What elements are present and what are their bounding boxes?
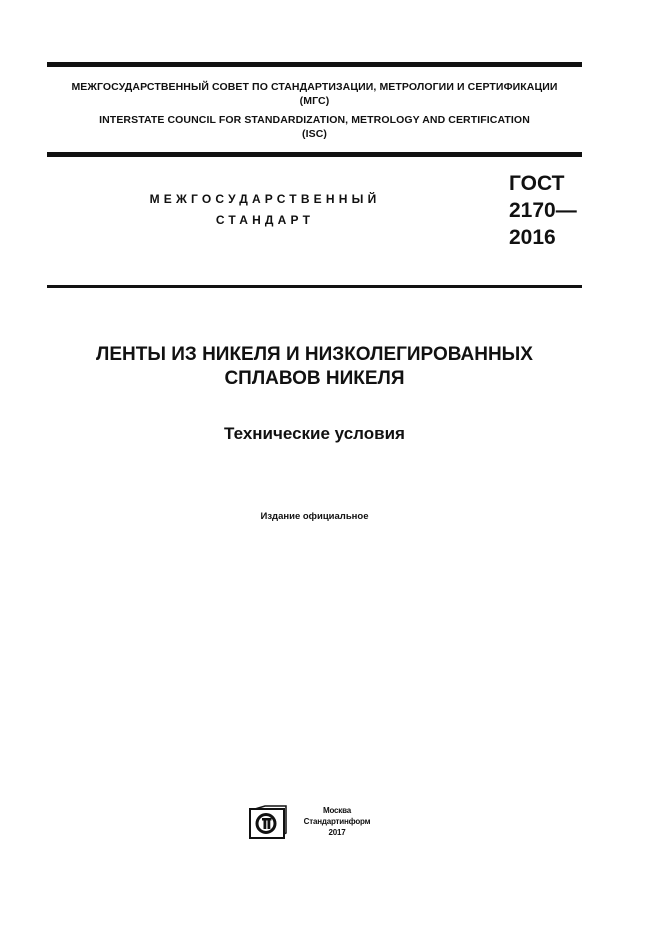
gost-number: 2170— — [509, 199, 577, 222]
publisher-year: 2017 — [328, 828, 346, 837]
document-title-line1: ЛЕНТЫ ИЗ НИКЕЛЯ И НИЗКОЛЕГИРОВАННЫХ — [96, 344, 533, 365]
standard-type-line2: СТАНДАРТ — [215, 213, 315, 227]
gost-designation — [509, 170, 577, 251]
publisher-name: Стандартинформ — [303, 817, 371, 826]
standard-type-line1: МЕЖГОСУДАРСТВЕННЫЙ — [149, 192, 381, 206]
council-header — [47, 80, 582, 141]
document-subtitle: Технические условия — [224, 424, 405, 443]
council-ru-line: МЕЖГОСУДАРСТВЕННЫЙ СОВЕТ ПО СТАНДАРТИЗАЦИИ, МЕТРОЛОГИИ И СЕРТИФИКАЦИИ — [71, 81, 558, 93]
council-en-abbr: (ISC) — [302, 128, 327, 140]
gost-label: ГОСТ — [509, 172, 565, 195]
gost-year: 2016 — [509, 226, 556, 249]
edition-label: Издание официальное — [260, 511, 369, 522]
council-bottom-rule — [47, 152, 582, 157]
top-rule — [47, 62, 582, 67]
document-title — [47, 343, 582, 391]
standartinform-logo-icon — [249, 805, 289, 839]
designation-bottom-rule — [47, 285, 582, 288]
publisher-city: Москва — [323, 806, 351, 815]
document-title-line2: СПЛАВОВ НИКЕЛЯ — [224, 368, 405, 389]
publisher-block — [294, 805, 380, 838]
standard-type — [100, 189, 430, 231]
council-ru-abbr: (МГС) — [299, 95, 330, 107]
council-en-line: INTERSTATE COUNCIL FOR STANDARDIZATION, METROLOGY AND CERTIFICATION — [99, 114, 530, 126]
